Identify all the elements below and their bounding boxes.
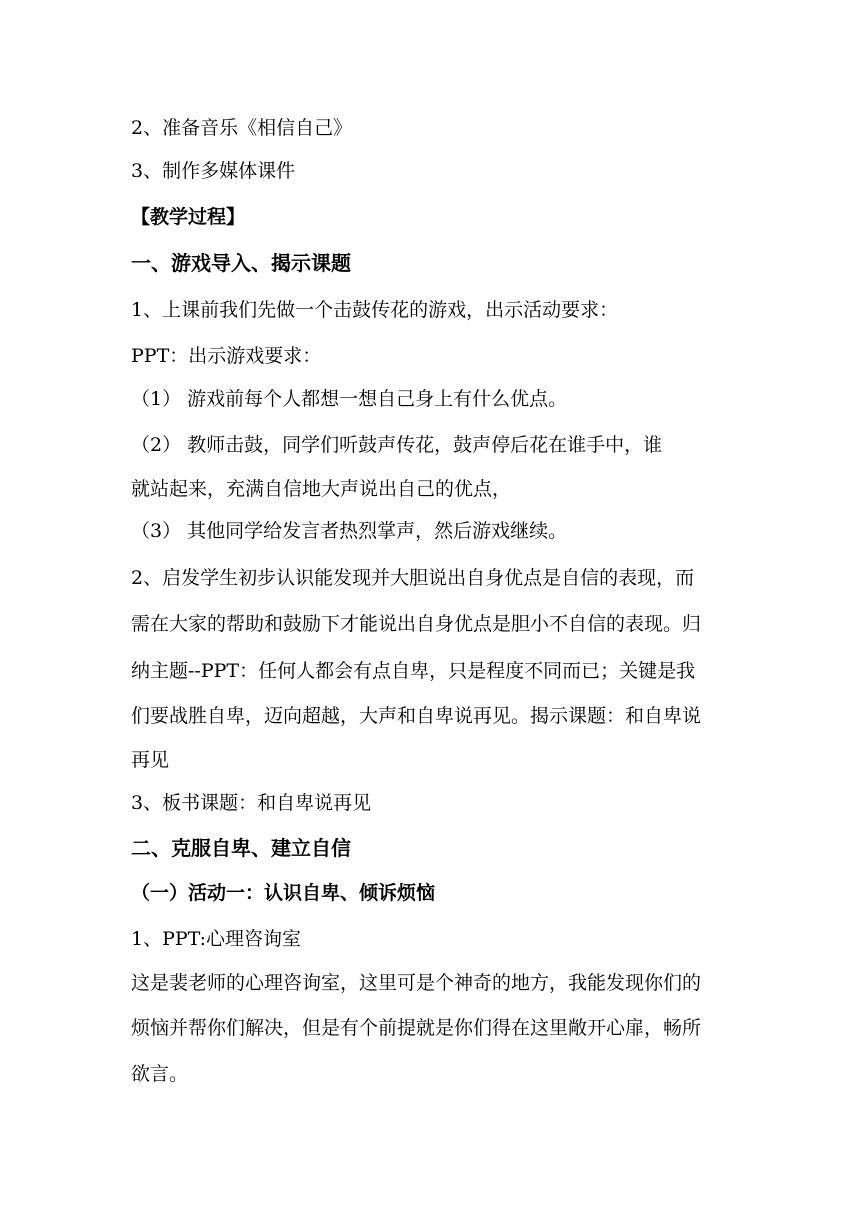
list-item: （3） 其他同学给发言者热烈掌声，然后游戏继续。 xyxy=(131,520,568,542)
list-item: （1） 游戏前每个人都想一想自己身上有什么优点。 xyxy=(131,388,568,410)
text-line: 1、上课前我们先做一个击鼓传花的游戏，出示活动要求： xyxy=(131,299,619,321)
text-line: 就站起来，充满自信地大声说出自己的优点， xyxy=(131,478,512,500)
text-line: 这是裴老师的心理咨询室，这里可是个神奇的地方，我能发现你们的 xyxy=(131,972,702,994)
text-line: 纳主题--PPT：任何人都会有点自卑，只是程度不同而已；关键是我 xyxy=(131,660,696,682)
text-line: 需在大家的帮助和鼓励下才能说出自身优点是胆小不自信的表现。归 xyxy=(131,613,702,635)
text-line: 1、PPT:心理咨询室 xyxy=(131,928,302,950)
list-item: （2） 教师击鼓，同学们听鼓声传花，鼓声停后花在谁手中，谁 xyxy=(131,434,663,456)
subsection-heading: （一）活动一：认识自卑、倾诉烦恼 xyxy=(131,882,436,904)
text-line: 烦恼并帮你们解决，但是有个前提就是你们得在这里敞开心扉，畅所 xyxy=(131,1017,702,1039)
text-line: 3、制作多媒体课件 xyxy=(131,160,296,182)
text-line: 欲言。 xyxy=(131,1063,189,1085)
text-line: 3、板书课题：和自卑说再见 xyxy=(131,792,372,814)
section-heading: 【教学过程】 xyxy=(131,206,246,228)
text-line: 2、准备音乐《相信自己》 xyxy=(131,117,353,139)
text-line: 2、启发学生初步认识能发现并大胆说出自身优点是自信的表现，而 xyxy=(131,567,695,589)
section-heading: 一、游戏导入、揭示课题 xyxy=(131,251,351,275)
text-line: 们要战胜自卑，迈向超越，大声和自卑说再见。揭示课题：和自卑说 xyxy=(131,705,702,727)
text-line: 再见 xyxy=(131,749,170,771)
text-line: PPT：出示游戏要求： xyxy=(131,345,322,367)
section-heading: 二、克服自卑、建立自信 xyxy=(131,836,351,860)
